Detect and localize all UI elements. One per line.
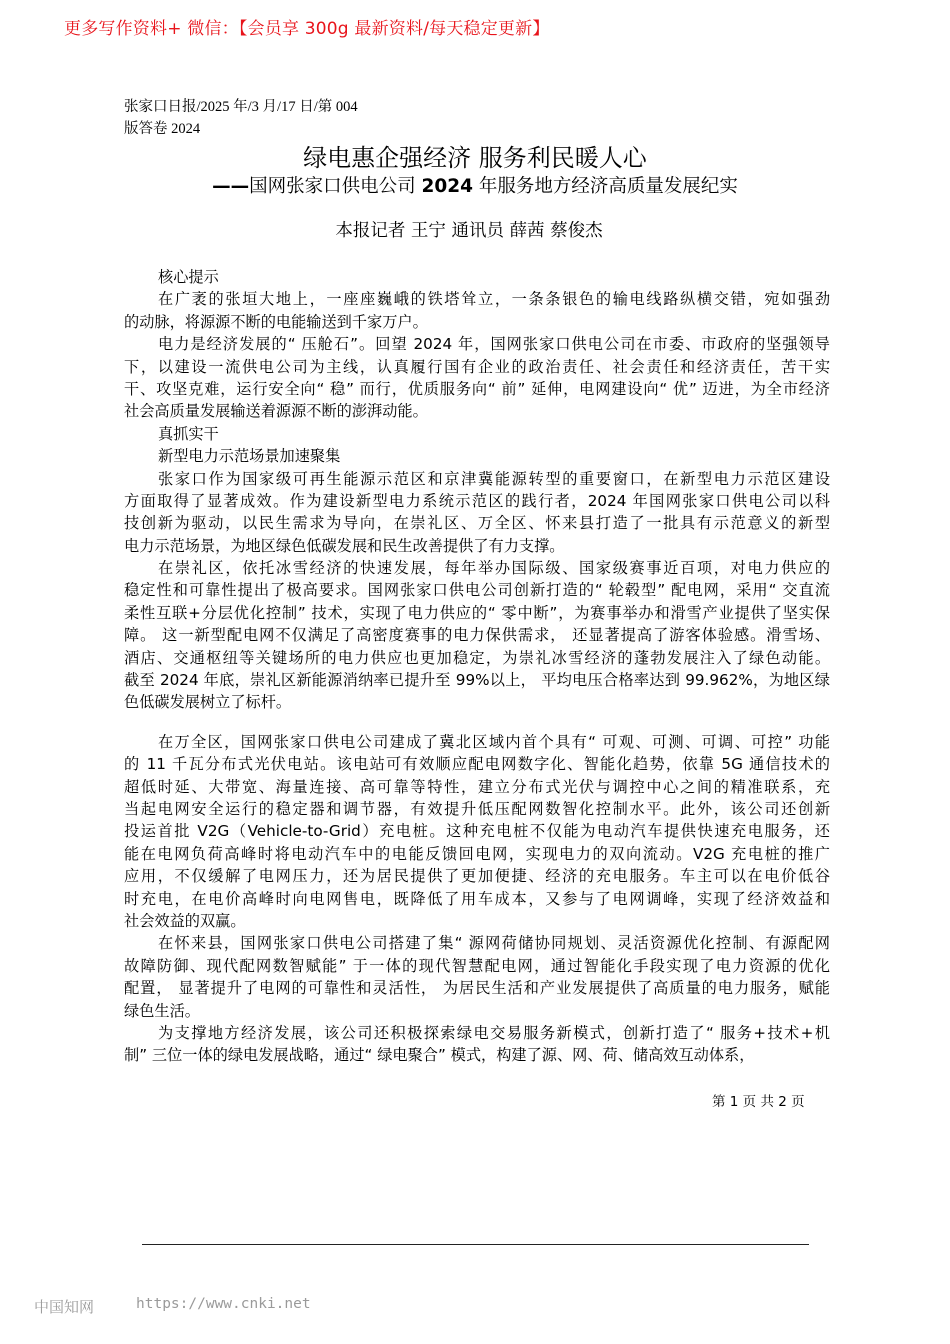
text-line: 绿色生活。 bbox=[124, 1001, 200, 1020]
text-line: 社会高质量发展输送着源源不断的澎湃动能。 bbox=[124, 402, 428, 421]
text-line: 应用，不仅缓解了电网压力，还为居民提供了更加便捷、经济的充电服务。车主可以在电价低谷 bbox=[124, 867, 830, 886]
page-number: 第 1 页 共 2 页 bbox=[712, 1094, 805, 1110]
text-line: 电力示范场景，为地区绿色低碳发展和民生改善提供了有力支撑。 bbox=[124, 536, 565, 555]
paragraph bbox=[124, 557, 830, 714]
paragraph bbox=[124, 932, 830, 1022]
footer-divider bbox=[142, 1244, 809, 1245]
text-line: 技创新为驱动，以民生需求为导向，在崇礼区、万全区、怀来县打造了一批具有示范意义的新型 bbox=[124, 514, 830, 533]
byline: 本报记者 王宁 通讯员 薛茜 蔡俊杰 bbox=[335, 221, 603, 241]
footer-url-link[interactable]: https://www.cnki.net bbox=[136, 1296, 311, 1312]
paragraph bbox=[124, 468, 830, 558]
source-line: 张家口日报/2025 年/3 月/17 日/第 004 bbox=[124, 99, 358, 115]
text-line: 稳定性和可靠性提出了极高要求。国网张家口供电公司创新打造的“ 轮毂型” 配电网，采用“ 交直流 bbox=[124, 581, 830, 600]
text-line: 干、攻坚克难，运行安全向“ 稳” 而行，优质服务向“ 前” 延伸，电网建设向“ 优” 迈进，为全市经济 bbox=[124, 379, 830, 398]
text-line: 柔性互联+分层优化控制” 技术，实现了电力供应的“ 零中断”，为赛事举办和滑雪产业提供了坚实保 bbox=[124, 603, 830, 622]
text-line: 在崇礼区，依托冰雪经济的快速发展，每年举办国际级、国家级赛事近百项，对电力供应的 bbox=[158, 559, 830, 578]
article-subtitle bbox=[0, 172, 950, 198]
text-line: 投运首批 V2G（Vehicle-to-Grid）充电桩。这种充电桩不仅能为电动汽车提供快速充电服务，还 bbox=[124, 822, 830, 841]
text-line: 下，以建设一流供电公司为主线，认真履行国有企业的政治责任、社会责任和经济责任，苦干实 bbox=[124, 357, 830, 376]
subtitle-dash: —— bbox=[212, 176, 250, 197]
text-line: 配置， 显著提升了电网的可靠性和灵活性， 为居民生活和产业发展提供了高质量的电力服务，赋能 bbox=[124, 979, 830, 998]
text-line: 障。 这一新型配电网不仅满足了高密度赛事的电力保供需求， 还显著提高了游客体验感。滑雪场、 bbox=[124, 626, 830, 645]
text-line: 在广袤的张垣大地上，一座座巍峨的铁塔耸立，一条条银色的输电线路纵横交错，宛如强劲 bbox=[158, 290, 830, 309]
text-line: 截至 2024 年底，崇礼区新能源消纳率已提升至 99%以上， 平均电压合格率达到 99.962%，为地区绿 bbox=[124, 671, 830, 690]
text-line: 能在电网负荷高峰时将电动汽车中的电能反馈回电网，实现电力的双向流动。V2G 充电桩的推广 bbox=[124, 844, 830, 863]
footer-site-name: 中国知网 bbox=[34, 1298, 95, 1316]
text-line: 的 11 千瓦分布式光伏电站。该电站可有效顺应配电网数字化、智能化趋势，依靠 5G 通信技术的 bbox=[124, 755, 830, 774]
paragraph bbox=[124, 1022, 830, 1067]
paragraph bbox=[124, 333, 830, 423]
text-line: 方面取得了显著成效。作为建设新型电力系统示范区的践行者，2024 年国网张家口供电公司以科 bbox=[124, 491, 830, 510]
text-line: 的动脉，将源源不断的电能输送到千家万户。 bbox=[124, 312, 428, 331]
heading-core: 核心提示 bbox=[158, 268, 219, 286]
article-body bbox=[124, 266, 830, 1067]
text-line: 为支撑地方经济发展，该公司还积极探索绿电交易服务新模式，创新打造了“ 服务+技术+机 bbox=[158, 1023, 830, 1042]
text-line: 色低碳发展树立了标杆。 bbox=[124, 693, 292, 712]
text-line: 酒店、交通枢纽等关键场所的电力供应也更加稳定，为崇礼冰雪经济的蓬勃发展注入了绿色动能。 bbox=[124, 648, 830, 667]
text-line: 在万全区，国网张家口供电公司建成了冀北区域内首个具有“ 可观、可测、可调、可控” 功能 bbox=[158, 732, 830, 751]
text-line: 超低时延、大带宽、海量连接、高可靠等特性，建立分布式光伏与调控中心之间的精准联系，充 bbox=[124, 777, 830, 796]
text-line: 张家口作为国家级可再生能源示范区和京津冀能源转型的重要窗口，在新型电力示范区建设 bbox=[158, 469, 830, 488]
article-title: 绿电惠企强经济 服务利民暖人心 bbox=[303, 144, 647, 172]
text-line: 在怀来县，国网张家口供电公司搭建了集“ 源网荷储协同规划、灵活资源优化控制、有源配网 bbox=[158, 934, 830, 953]
text-line: 制” 三位一体的绿电发展战略，通过“ 绿电聚合” 模式，构建了源、网、荷、储高效互动体系， bbox=[124, 1046, 755, 1065]
paragraph bbox=[124, 288, 830, 333]
text-line: 时充电，在电价高峰时向电网售电，既降低了用车成本，又参与了电网调峰，实现了经济效益和 bbox=[124, 889, 830, 908]
paragraph-gap bbox=[124, 714, 830, 731]
subtitle-part-b: 年服务地方经济高质量发展纪实 bbox=[473, 176, 738, 197]
heading-section: 真抓实干 bbox=[158, 424, 219, 443]
promo-banner: 更多写作资料+ 微信：【会员享 300g 最新资料/每天稳定更新】 bbox=[64, 19, 550, 39]
subtitle-year: 2024 bbox=[421, 176, 473, 197]
paragraph bbox=[124, 731, 830, 933]
text-line: 故障防御、现代配网数智赋能” 于一体的现代智慧配电网，通过智能化手段实现了电力资源的优化 bbox=[124, 956, 830, 975]
heading-subsection: 新型电力示范场景加速聚集 bbox=[158, 447, 341, 466]
text-line: 社会效益的双赢。 bbox=[124, 911, 246, 930]
text-line: 电力是经济发展的“ 压舱石”。回望 2024 年，国网张家口供电公司在市委、市政府的坚强领导 bbox=[158, 335, 830, 354]
text-line: 当起电网安全运行的稳定器和调节器，有效提升低压配网数智化控制水平。此外，该公司还创新 bbox=[124, 799, 830, 818]
section-line: 版答卷 2024 bbox=[124, 121, 201, 137]
subtitle-part-a: 国网张家口供电公司 bbox=[249, 176, 422, 197]
